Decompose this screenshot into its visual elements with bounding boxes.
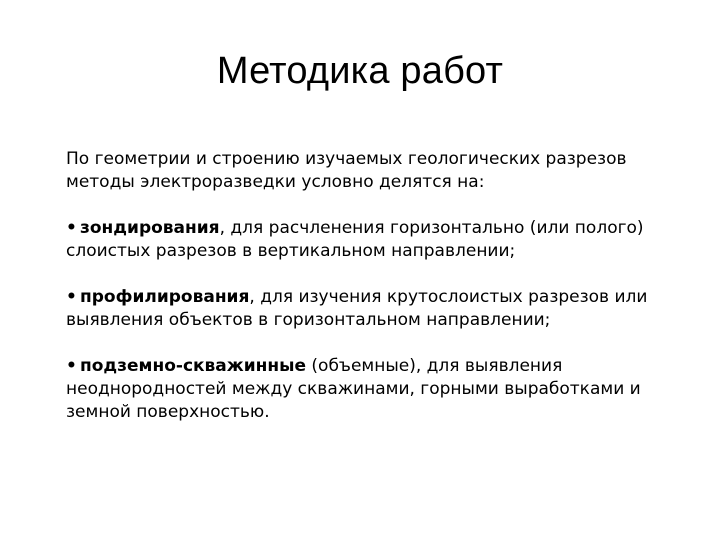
spacer (66, 263, 676, 286)
slide-body (66, 148, 676, 424)
bullet-item-sounding (66, 217, 676, 263)
bullet-term: подземно-скважинные (80, 356, 307, 376)
bullet-item-profiling (66, 286, 676, 332)
spacer (66, 194, 676, 217)
bullet-text: , для изучения крутослоистых разрезов или выявления объектов в горизонтальном направлении; (66, 287, 648, 330)
bullet-term: профилирования (80, 287, 250, 307)
bullet-icon: • (66, 287, 77, 307)
bullet-term: зондирования (80, 218, 220, 238)
bullet-item-borehole (66, 355, 676, 424)
intro-paragraph: По геометрии и строению изучаемых геологических разрезов методы электроразведки условно делятся на: (66, 149, 627, 192)
slide-title: Методика работ (216, 50, 504, 92)
spacer (66, 332, 676, 355)
bullet-text: , для расчленения горизонтально (или полого) слоистых разрезов в вертикальном направлении; (66, 218, 644, 261)
bullet-text: (объемные), для выявления неоднородностей между скважинами, горными выработками и земной поверхностью. (66, 356, 641, 422)
bullet-icon: • (66, 356, 77, 376)
bullet-icon: • (66, 218, 77, 238)
